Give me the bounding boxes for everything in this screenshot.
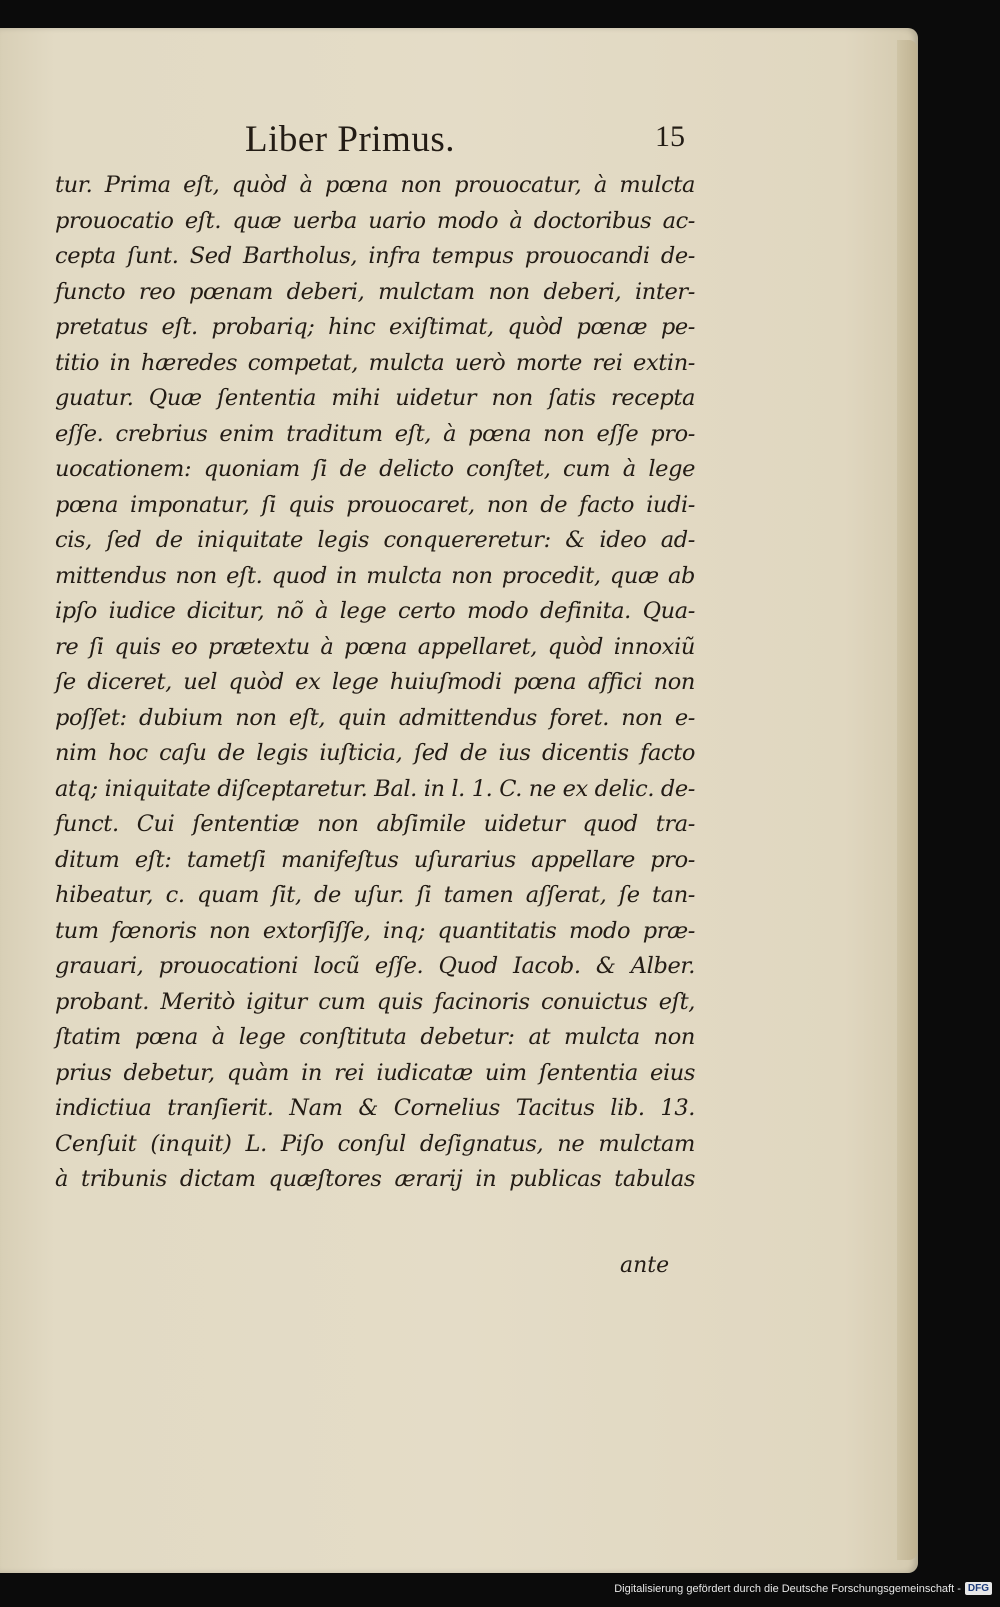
catchword: ante (620, 1253, 670, 1278)
footer-credit: Digitalisierung gefördert durch die Deutsche Forschungsgemeinschaft - (614, 1582, 961, 1595)
text-line: ipſo iudice dicitur, nõ à lege certo modo definita. Qua- (55, 598, 695, 624)
text-line: funct. Cui ſententiæ non abſimile uidetur quod tra- (55, 811, 695, 837)
dfg-logo: DFG (965, 1582, 992, 1595)
text-line: titio in hæredes competat, mulcta uerò morte rei extin- (55, 349, 695, 376)
text-line: atq; iniquitate diſceptaretur. Bal. in l. 1. C. ne ex delic. de- (55, 775, 695, 802)
text-line: hibeatur, c. quam ſit, de uſur. ſi tamen aſſerat, ſe tan- (55, 882, 695, 908)
text-line: pretatus eſt. probariq; hinc exiſtimat, quòd pœnæ pe- (55, 314, 695, 340)
text-line: à tribunis dictam quæſtores ærarij in publicas tabulas (55, 1166, 695, 1192)
text-line: ſe diceret, uel quòd ex lege huiuſmodi pœna affici non (55, 669, 695, 695)
text-line: tum fœnoris non extorſiſſe, inq; quantitatis modo præ- (55, 917, 695, 944)
text-line: ditum eſt: tametſi manifeſtus uſurarius appellare pro- (55, 846, 695, 873)
text-line: prouocatio eſt. quæ uerba uario modo à doctoribus ac- (55, 207, 695, 234)
body-text (55, 168, 695, 1198)
text-line: re ſi quis eo prætextu à pœna appellaret, quòd innoxiũ (55, 633, 695, 660)
running-head: Liber Primus. (245, 119, 455, 160)
text-line: prius debetur, quàm in rei iudicatæ uim ſententia eius (55, 1059, 695, 1086)
text-line: Cenſuit (inquit) L. Piſo conſul deſignatus, ne mulctam (55, 1130, 695, 1157)
text-line: probant. Meritò igitur cum quis facinoris conuictus eſt, (55, 988, 695, 1015)
digitization-footer (614, 1582, 992, 1595)
page-header (245, 118, 685, 168)
page-number: 15 (655, 120, 685, 153)
text-line: pœna imponatur, ſi quis prouocaret, non de facto iudi- (55, 491, 695, 518)
text-line: cepta ſunt. Sed Bartholus, infra tempus prouocandi de- (55, 243, 695, 269)
text-line: eſſe. crebrius enim traditum eſt, à pœna non eſſe pro- (55, 420, 695, 447)
text-line: functo reo pœnam deberi, mulctam non deberi, inter- (55, 278, 695, 305)
text-line: grauari, prouocationi locũ eſſe. Quod Iacob. & Alber. (55, 953, 695, 979)
page-edge (897, 40, 917, 1560)
text-line: uocationem: quoniam ſi de delicto conſtet, cum à lege (55, 456, 695, 482)
text-line: nim hoc caſu de legis iuſticia, ſed de ius dicentis facto (55, 740, 695, 766)
text-line: mittendus non eſt. quod in mulcta non procedit, quæ ab (55, 562, 695, 589)
text-line: cis, ſed de iniquitate legis conquereretur: & ideo ad- (55, 527, 695, 553)
text-line: poſſet: dubium non eſt, quin admittendus foret. non e- (55, 704, 695, 731)
text-line: indictiua tranſierit. Nam & Cornelius Tacitus lib. 13. (55, 1095, 695, 1121)
text-line: ſtatim pœna à lege conſtituta debetur: at mulcta non (55, 1024, 695, 1050)
text-line: guatur. Quæ ſententia mihi uidetur non ſatis recepta (55, 385, 695, 411)
text-line: tur. Prima eſt, quòd à pœna non prouocatur, à mulcta (55, 172, 695, 198)
